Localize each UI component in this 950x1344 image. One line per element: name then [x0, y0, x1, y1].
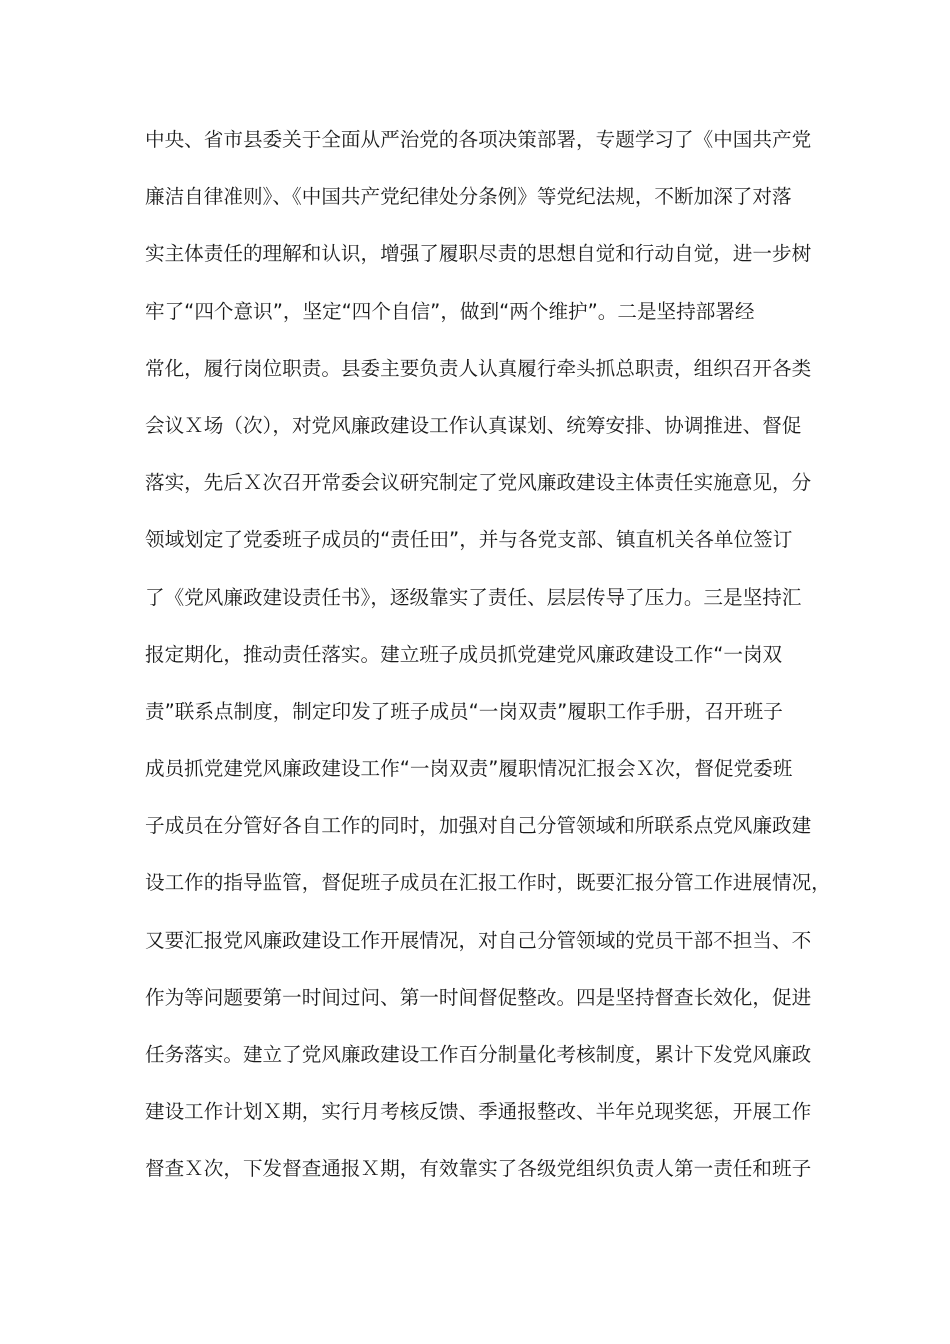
- text-line: 子成员在分管好各自工作的同时，加强对自己分管领域和所联系点党风廉政建: [145, 814, 812, 838]
- text-line: 任务落实。建立了党风廉政建设工作百分制量化考核制度，累计下发党风廉政: [145, 1043, 812, 1066]
- text-line: 督查Ｘ次，下发督查通报Ｘ期，有效靠实了各级党组织负责人第一责任和班子: [145, 1157, 812, 1181]
- text-line: 作为等问题要第一时间过问、第一时间督促整改。四是坚持督查长效化，促进: [145, 985, 812, 1009]
- text-line: 会议Ｘ场（次），对党风廉政建设工作认真谋划、统筹安排、协调推进、督促: [145, 413, 802, 437]
- text-line: 中央、省市县委关于全面从严治党的各项决策部署，专题学习了《中国共产党: [145, 128, 812, 151]
- text-line: 责”联系点制度，制定印发了班子成员“一岗双责”履职工作手册，召开班子: [145, 699, 783, 723]
- text-line: 建设工作计划Ｘ期，实行月考核反馈、季通报整改、半年兑现奖惩，开展工作: [145, 1100, 812, 1124]
- text-line: 常化，履行岗位职责。县委主要负责人认真履行牵头抓总职责，组织召开各类: [145, 356, 812, 380]
- text-line: 报定期化，推动责任落实。建立班子成员抓党建党风廉政建设工作“一岗双: [145, 642, 783, 666]
- text-line: 落实，先后Ｘ次召开常委会议研究制定了党风廉政建设主体责任实施意见，分: [145, 471, 812, 495]
- text-line: 成员抓党建党风廉政建设工作“一岗双责”履职情况汇报会Ｘ次，督促党委班: [145, 757, 793, 781]
- text-line: 领域划定了党委班子成员的“责任田”，并与各党支部、镇直机关各单位签订: [145, 528, 793, 552]
- text-line: 牢了“四个意识”，坚定“四个自信”，做到“两个维护”。二是坚持部署经: [145, 299, 755, 323]
- text-line: 实主体责任的理解和认识，增强了履职尽责的思想自觉和行动自觉，进一步树: [145, 242, 812, 266]
- text-line: 廉洁自律准则》、《中国共产党纪律处分条例》等党纪法规，不断加深了对落: [145, 185, 792, 209]
- text-line: 了《党风廉政建设责任书》，逐级靠实了责任、层层传导了压力。三是坚持汇: [145, 585, 802, 609]
- text-line: 又要汇报党风廉政建设工作开展情况，对自己分管领域的党员干部不担当、不: [145, 928, 812, 952]
- text-line: 设工作的指导监管，督促班子成员在汇报工作时，既要汇报分管工作进展情况，: [145, 871, 831, 895]
- body-text: [145, 128, 831, 1216]
